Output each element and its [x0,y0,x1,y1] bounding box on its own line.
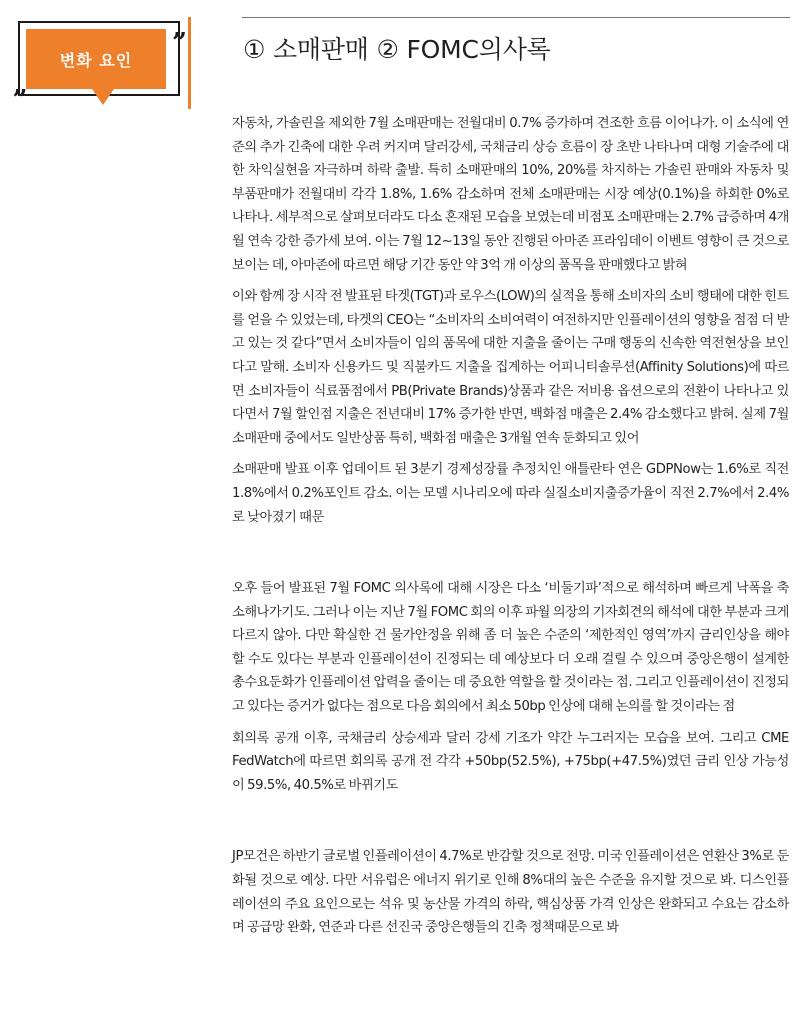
badge-pointer [92,89,114,105]
close-quote-mark: ” [172,28,187,58]
paragraph-gdpnow: 소매판매 발표 이후 업데이트 된 3분기 경제성장률 추정치인 애틀란타 연은 GDPNow는 1.6%로 직전 1.8%에서 0.2%포인트 감소. 이는 모델 시나리오에 따라 실질소비지출증가율이 직전 2.7%에서 2.4%로 낮아졌기 때문 [232,462,789,525]
paragraph-fedwatch: 회의록 공개 이후, 국채금리 상승세과 달러 강세 기조가 약간 누그러지는 모습을 보여. 그리고 CME FedWatch에 따르면 회의록 공개 전 각각 +50bp(52.5%), +75bp(+47.5%)였던 금리 인상 가능성이 59.5%, 40.5%로 바뀌기도 [232,730,789,793]
paragraph-retailer-earnings: 이와 함께 장 시작 전 발표된 타겟(TGT)과 로우스(LOW)의 실적을 통해 소비자의 소비 행태에 대한 힌트를 얻을 수 있었는데, 타겟의 CEO는 “소비자의 소비여력이 여전하지만 인플레이션의 영향을 점점 더 받고 있는 것 같다”면서 소비자들이 임의 품목에 대한 지출을 줄이는 구매 행동의 신속한 역전현상을 보인다고 말해. 소비자 신용카드 및 직불카드 지출을 집계하는 어피니티솔루션(Affinity Solutions)에 따르면 소비자들이 식료품점에서 PB(Private Brands)상품과 같은 저비용 옵션으로의 전환이 나타나고 있다면서 7월 할인점 지출은 전년대비 17% 증가한 반면, 백화점 매출은 2.4% 감소했다고 밝혀. 실제 7월 소매판매 중에서도 일반상품 특히, 백화점 매출은 3개월 연속 둔화되고 있어 [232,289,789,446]
badge-box [26,29,166,89]
open-quote-mark: „ [13,70,28,100]
paragraph-fomc-minutes: 오후 들어 발표된 7월 FOMC 의사록에 대해 시장은 다소 ‘비둘기파’적으로 해석하며 빠르게 낙폭을 축소해나가기도. 그러나 이는 지난 7월 FOMC 회의 이후 파월 의장의 기자회견의 해석에 대한 부분과 크게 다르지 않아. 다만 확실한 건 물가안정을 위해 좀 더 높은 수준의 ‘제한적인 영역’까지 금리인상을 해야 할 수도 있다는 부분과 인플레이션이 진정되는 데 예상보다 더 오래 걸릴 수 있으며 중앙은행이 설계한 총수요둔화가 인플레이션 압력을 줄이는 데 중요한 역할을 할 것이라는 점. 그리고 인플레이션이 진정되고 있다는 증거가 없다는 점으로 다음 회의에서 최소 50bp 인상에 대해 논의를 할 것이라는 점 [232,581,789,715]
paragraph-jpmorgan: JP모건은 하반기 글로벌 인플레이션이 4.7%로 반감할 것으로 전망. 미국 인플레이션은 연환산 3%로 둔화될 것으로 예상. 다만 서유럽은 에너지 위기로 인해 8%대의 높은 수준을 유지할 것으로 봐. 디스인플레이션의 주요 요인으로는 석유 및 농산물 가격의 하락, 핵심상품 가격 인상은 완화되고 수요는 감소하며 공급망 완화, 연준과 다른 선진국 중앙은행들의 긴축 정책때문으로 봐 [232,849,789,936]
section-badge [12,17,188,113]
title-divider [242,17,790,18]
page-title: ① 소매판매 ② FOMC의사록 [243,35,551,64]
article-body [232,112,789,940]
accent-rule [188,17,191,109]
paragraph-retail-sales: 자동차, 가솔린을 제외한 7월 소매판매는 전월대비 0.7% 증가하며 견조한 흐름 이어나가. 이 소식에 연준의 추가 긴축에 대한 우려 커지며 달러강세, 국채금리 상승 흐름이 장 초반 나타나며 대형 기술주에 대한 차익실현을 자극하며 하락 출발. 특히 소매판매의 10%, 20%를 차지하는 가솔린 판매와 자동차 및 부품판매가 전월대비 각각 1.8%, 1.6% 감소하며 전체 소매판매는 시장 예상(0.1%)을 하회한 0%로 나타나. 세부적으로 살펴보더라도 다소 혼재된 모습을 보였는데 비점포 소매판매는 2.7% 급증하며 4개월 연속 강한 증가세 보여. 이는 7월 12~13일 동안 진행된 아마존 프라임데이 이벤트 영향이 큰 것으로 보이는 데, 아마존에 따르면 해당 기간 동안 약 3억 개 이상의 품목을 판매했다고 밝혀 [232,116,789,273]
badge-label: 변화 요인 [59,50,133,70]
